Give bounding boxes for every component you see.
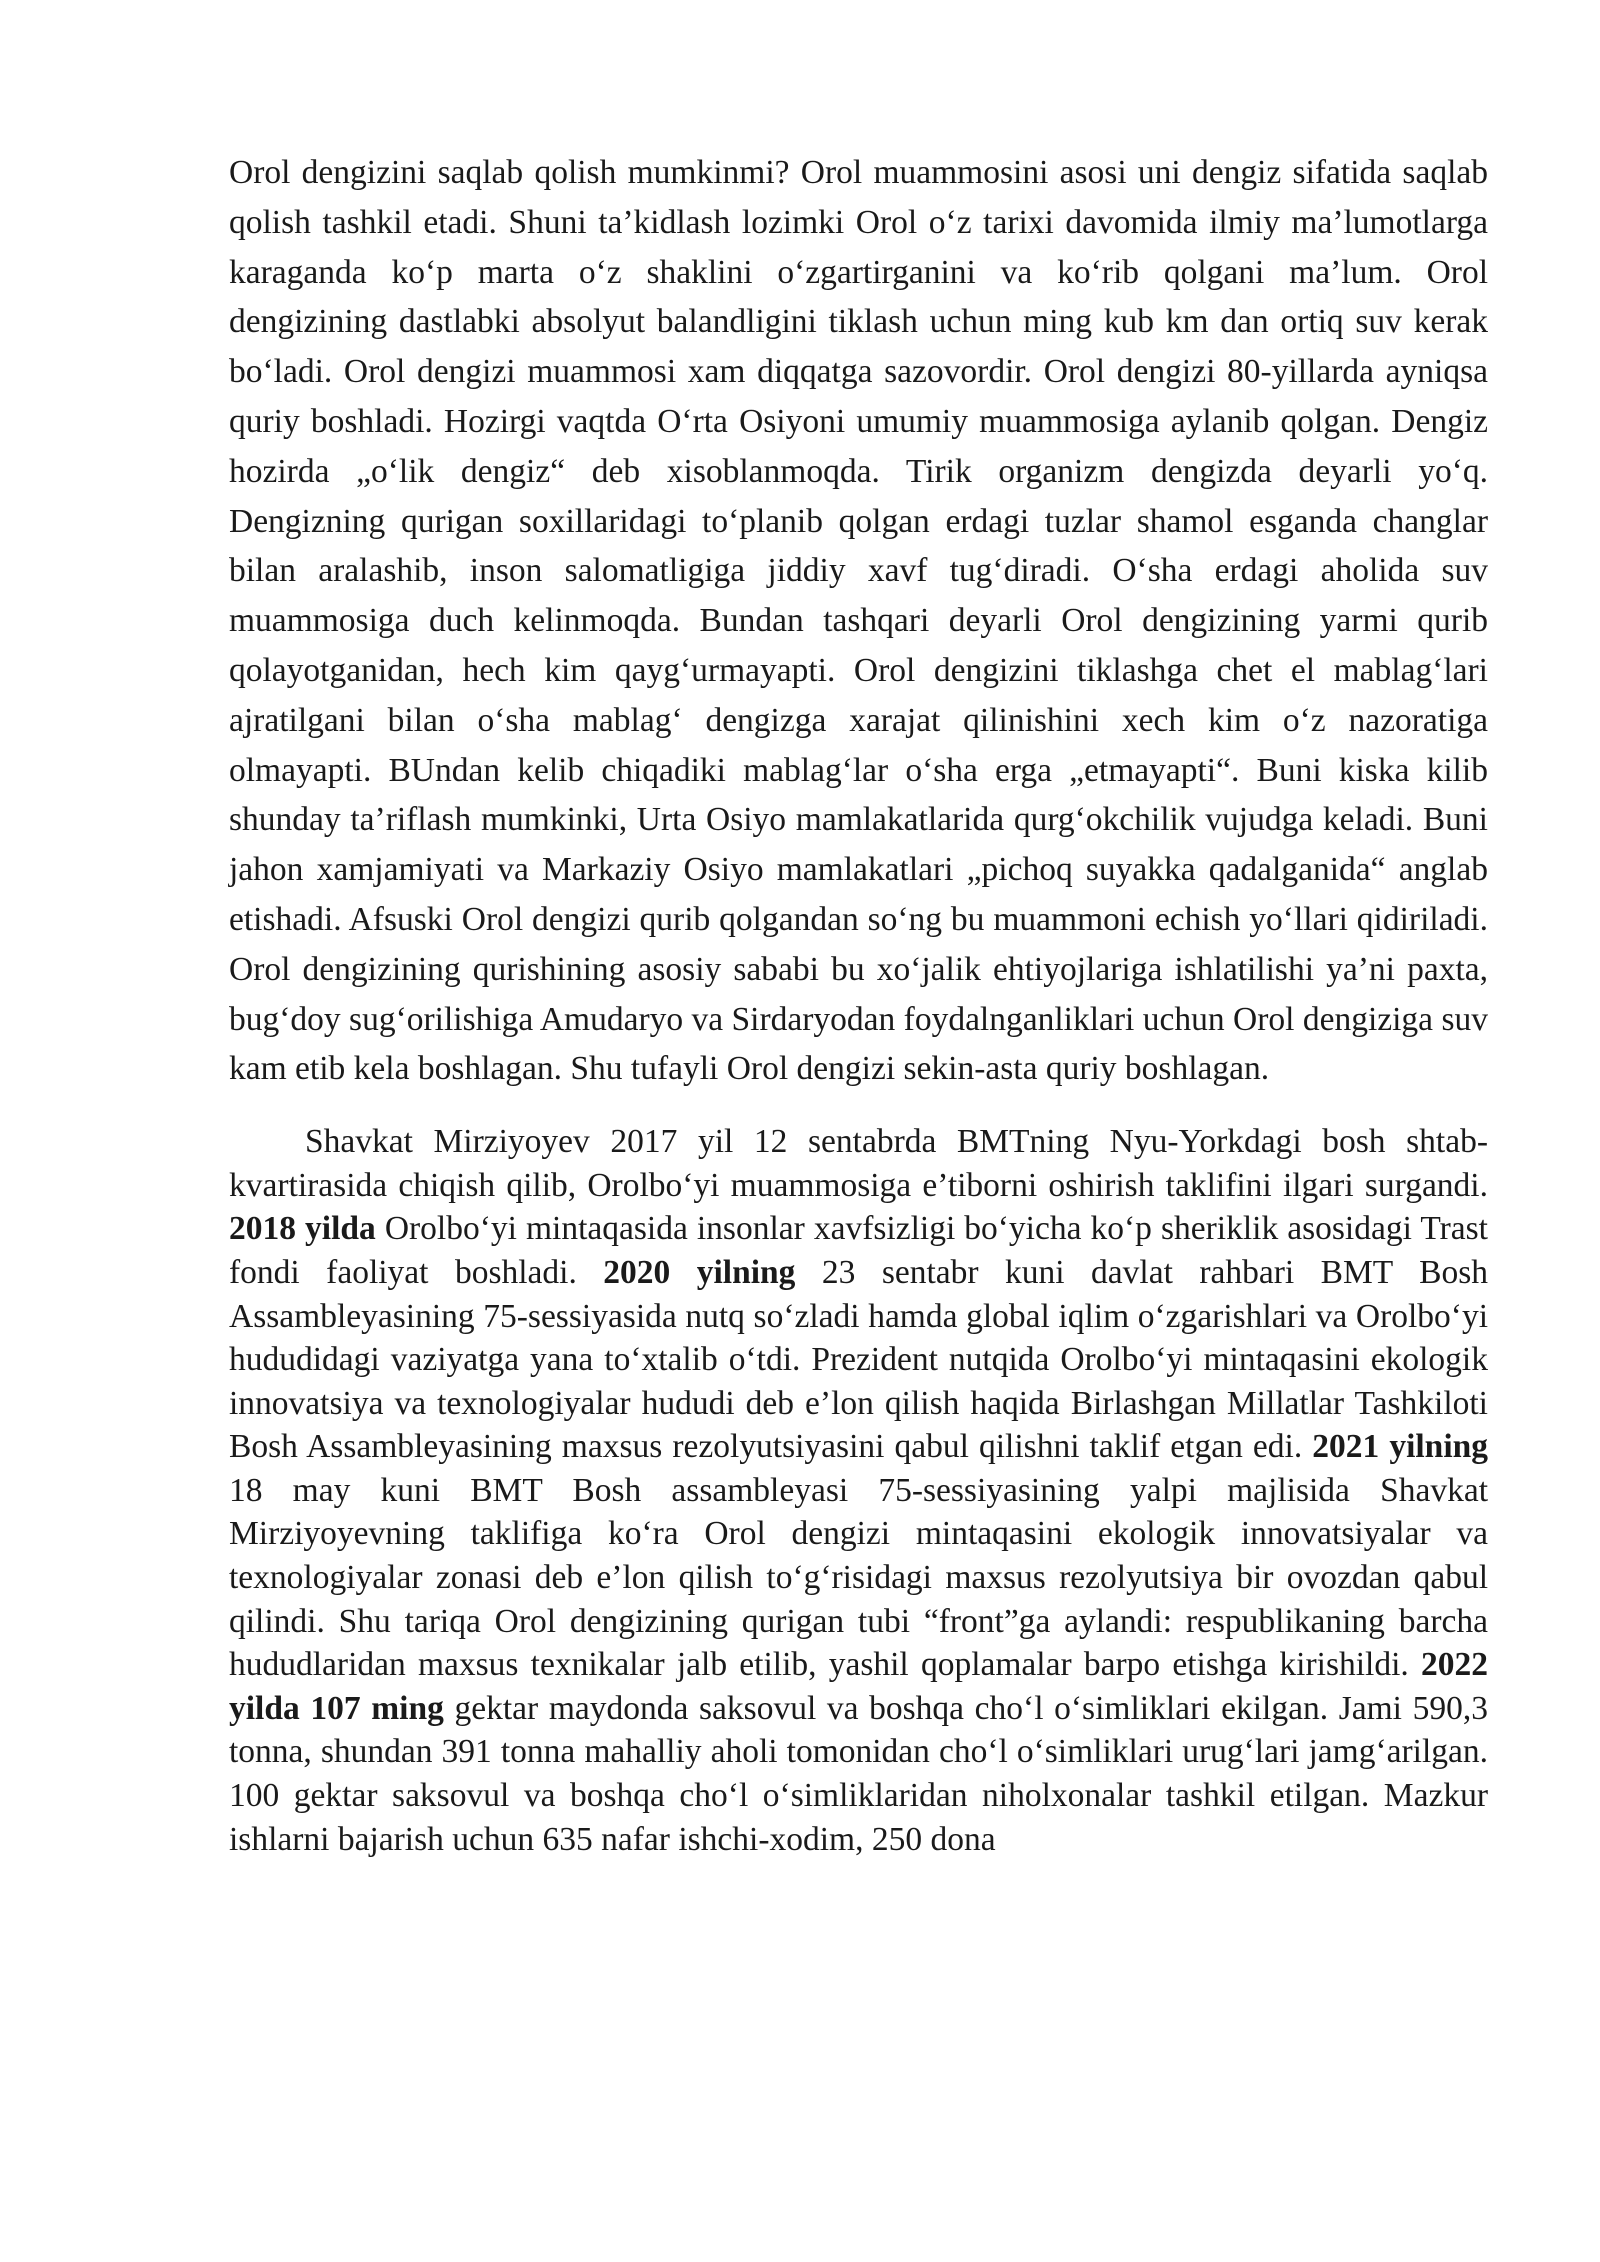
bold-year-2022: 2022 yilda 107 ming <box>229 1646 1488 1727</box>
bold-year-2021: 2021 yilning <box>1312 1428 1489 1466</box>
bold-year-2018: 2018 yilda <box>229 1210 376 1248</box>
paragraph-aral-sea-problem: Orol dengizini saqlab qolish mumkinmi? Orol muammosini asosi uni dengiz sifatida saqlab qolish tashkil etadi. Shuni ta’kidlash lozimki Orol o‘z tarixi davomida ilmiy ma’lumotlarga karaganda ko‘p marta o‘z shaklini o‘zgartirganini va ko‘rib qolgani ma’lum. Orol dengizining dastlabki absolyut balandligini tiklash uchun ming kub km dan ortiq suv kerak bo‘ladi. Orol dengizi muammosi xam diqqatga sazovordir. Orol dengizi 80-yillarda ayniqsa quriy boshladi. Hozirgi vaqtda O‘rta Osiyoni umumiy muammosiga aylanib qolgan. Dengiz hozirda „o‘lik dengiz“ deb xisoblanmoqda. Tirik organizm dengizda deyarli yo‘q. Dengizning qurigan soxillaridagi to‘planib qolgan erdagi tuzlar shamol esganda changlar bilan aralashib, inson salomatligiga jiddiy xavf tug‘diradi. O‘sha erdagi aholida suv muammosiga duch kelinmoqda. Bundan tashqari deyarli Orol dengizining yarmi qurib qolayotganidan, hech kim qayg‘urmayapti. Orol dengizini tiklashga chet el mablag‘lari ajratilgani bilan o‘sha mablag‘ dengizga xarajat qilinishini xech kim o‘z nazoratiga olmayapti. BUndan kelib chiqadiki mablag‘lar o‘sha erga „etmayapti“. Buni kiska kilib shunday ta’riflash mumkinki, Urta Osiyo mamlakatlarida qurg‘okchilik vujudga keladi. Buni jahon xamjamiyati va Markaziy Osiyo mamlakatlari „pichoq suyakka qadalganida“ anglab etishadi. Afsuski Orol dengizi qurib qolgandan so‘ng bu muammoni echish yo‘llari qidiriladi. Orol dengizining qurishining asosiy sababi bu xo‘jalik ehtiyojlariga ishlatilishi ya’ni paxta, bug‘doy sug‘orilishiga Amudaryo va Sirdaryodan foydalnganliklari uchun Orol dengiziga suv kam etib kela boshlagan. Shu tufayli Orol dengizi sekin-asta quriy boshlagan. <box>229 154 1488 1088</box>
text-run: gektar maydonda saksovul va boshqa cho‘l o‘simliklari ekilgan. Jami 590,3 tonna, shundan 391 tonna mahalliy aholi tomonidan cho‘l o‘simliklari urug‘lari jamg‘arilgan. 100 gektar saksovul va boshqa cho‘l o‘simliklaridan niholxonalar tashkil etilgan. Mazkur ishlarni bajarish uchun 635 nafar ishchi-xodim, 250 dona <box>229 1689 1488 1858</box>
text-run: 23 sentabr kuni davlat rahbari BMT Bosh Assambleyasining 75-sessiyasida nutq so‘zladi hamda global iqlim o‘zgarishlari va Orolbo‘yi hududidagi vaziyatga yana to‘xtalib o‘tdi. Prezident nutqida Orolbo‘yi mintaqasini ekologik innovatsiya va texnologiyalar hududi deb e’lon qilish haqida Birlashgan Millatlar Tashkiloti Bosh Assambleyasining maxsus rezolyutsiyasini qabul qilishni taklif etgan edi. <box>229 1253 1488 1466</box>
text-run: Orolbo‘yi mintaqasida insonlar xavfsizligi bo‘yicha ko‘p sheriklik asosidagi Trast fondi faoliyat boshladi. <box>229 1210 1488 1291</box>
text-run: Shavkat Mirziyoyev 2017 yil 12 sentabrda BMTning Nyu-Yorkdagi bosh shtab-kvartirasida chiqish qilib, Orolbo‘yi muammosiga e’tiborni oshirish taklifini ilgari surgandi. <box>229 1123 1488 1204</box>
text-run: 18 may kuni BMT Bosh assambleyasi 75-sessiyasining yalpi majlisida Shavkat Mirziyoyevning taklifiga ko‘ra Orol dengizi mintaqasini ekologik innovatsiyalar va texnologiyalar zonasi deb e’lon qilish to‘g‘risidagi maxsus rezolyutsiya bir ovozdan qabul qilindi. Shu tariqa Orol dengizining qurigan tubi “front”ga aylandi: respublikaning barcha hududlaridan maxsus texnikalar jalb etilib, yashil qoplamalar barpo etishga kirishildi. <box>229 1471 1488 1684</box>
document-body <box>229 148 1488 1861</box>
bold-year-2020: 2020 yilning <box>603 1253 796 1291</box>
paragraph-aral-initiatives <box>229 1120 1488 1861</box>
